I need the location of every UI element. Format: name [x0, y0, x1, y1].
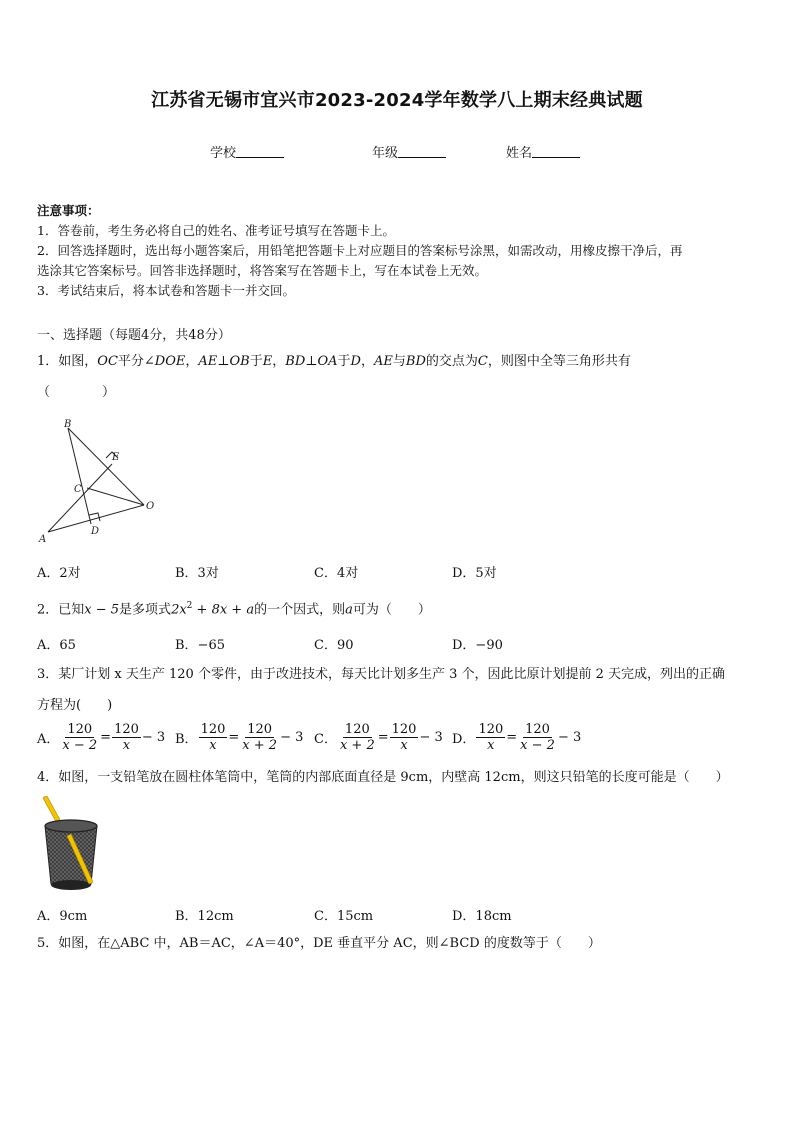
- minus-term: − 3: [419, 730, 443, 745]
- school-field: [210, 142, 284, 161]
- denominator: x: [209, 738, 217, 753]
- label-O: O: [146, 501, 155, 512]
- cup-rim: [45, 820, 97, 832]
- q2-text: 的一个因式，则: [254, 602, 346, 618]
- q1-text: ，: [272, 354, 286, 369]
- fraction: [60, 722, 99, 753]
- label-D: D: [91, 526, 100, 537]
- q1-option-c: C．4对: [314, 566, 359, 581]
- equals-sign: =: [228, 730, 240, 745]
- q2-text: 是多项式: [119, 602, 172, 618]
- notice-item-1: 1．答卷前，考生务必将自己的姓名、准考证号填写在答题卡上。: [37, 223, 395, 238]
- q1-option-a: A．2对: [37, 566, 81, 581]
- equals-sign: =: [377, 730, 389, 745]
- denominator: x − 2: [62, 738, 98, 753]
- notice-item-2: 2．回答选择题时，选出每小题答案后，用铅笔把答题卡上对应题目的答案标号涂黑，如需改动，用橡皮擦干净后，再: [37, 243, 683, 258]
- name-label: 姓名: [506, 146, 533, 161]
- q1-math: BD: [285, 354, 306, 369]
- denominator: x: [487, 738, 495, 753]
- line-BD: [68, 428, 91, 524]
- fraction: [518, 722, 557, 753]
- q1-text: ，: [185, 354, 199, 369]
- question-1-text: [37, 352, 631, 372]
- question-4-text: 4．如图，一支铅笔放在圆柱体笔筒中，笔筒的内部底面直径是 9cm，内壁高 12cm，则这只铅笔的长度可能是（ ）: [37, 770, 729, 785]
- q1-math: D: [350, 354, 361, 369]
- fraction: [390, 722, 419, 753]
- numerator: 120: [525, 722, 550, 737]
- option-label: A．: [37, 732, 60, 747]
- q2-option-d: D．−90: [452, 638, 503, 653]
- label-A: A: [39, 534, 47, 545]
- question-3-line-2: 方程为( ): [37, 698, 113, 713]
- option-label: D．: [452, 732, 476, 747]
- notice-block: [37, 201, 682, 301]
- school-label: 学校: [210, 146, 237, 161]
- q1-answer-paren: （ ）: [37, 385, 116, 400]
- q3-option-a: [37, 722, 165, 753]
- q1-math: OA: [317, 354, 338, 369]
- q2-math: 2x: [171, 602, 187, 618]
- q4-option-d: D．18cm: [452, 909, 512, 924]
- q1-text: 平分: [117, 354, 144, 369]
- q1-math: ⊥: [305, 354, 318, 369]
- page-title: 江苏省无锡市宜兴市2023-2024学年数学八上期末经典试题: [151, 90, 643, 111]
- numerator: 120: [344, 722, 370, 737]
- q3-option-b: [175, 722, 303, 753]
- cup-base: [51, 880, 91, 890]
- denominator: x: [122, 738, 131, 753]
- grade-field: [372, 142, 446, 161]
- fraction: [240, 722, 279, 753]
- q1-text: 的交点为: [425, 354, 478, 369]
- equals-sign: =: [100, 730, 112, 745]
- q2-text: 2．已知: [37, 602, 85, 618]
- equals-sign: =: [506, 730, 518, 745]
- name-blank: [532, 145, 580, 158]
- q1-text: 1．如图，: [37, 354, 98, 369]
- label-B: B: [64, 419, 72, 430]
- notice-header: 注意事项：: [37, 203, 100, 218]
- notice-item-3: 3．考试结束后，将本试卷和答题卡一并交回。: [37, 283, 295, 298]
- numerator: 120: [478, 722, 504, 737]
- name-field: [506, 142, 580, 161]
- option-label: C．: [314, 732, 337, 747]
- q1-text: 与: [392, 354, 406, 369]
- option-label: B．: [175, 732, 198, 747]
- grade-blank: [398, 145, 446, 158]
- question-2-text: [37, 596, 431, 620]
- school-blank: [236, 145, 284, 158]
- q1-text: ，则图中全等三角形共有: [487, 354, 631, 369]
- fraction: [476, 722, 505, 753]
- q1-option-d: D．5对: [452, 566, 497, 581]
- q2-option-a: A．65: [37, 638, 76, 653]
- minus-term: − 3: [141, 730, 166, 745]
- q1-math: ∠DOE: [143, 354, 186, 369]
- numerator: 120: [67, 722, 93, 737]
- label-C: C: [74, 484, 82, 495]
- q4-option-c: C．15cm: [314, 909, 374, 924]
- q2-option-c: C．90: [314, 638, 354, 653]
- section-header: 一、选择题（每题4分，共48分）: [37, 328, 231, 343]
- fraction: [199, 722, 228, 753]
- q1-math: ⊥: [217, 354, 230, 369]
- q1-math: AE: [198, 354, 218, 369]
- q2-option-b: B．−65: [175, 638, 225, 653]
- q3-option-d: [452, 722, 581, 753]
- numerator: 120: [391, 722, 417, 737]
- question-5-text: 5．如图，在△ABC 中，AB＝AC，∠A＝40°，DE 垂直平分 AC，则∠BCD 的度数等于（ ）: [37, 936, 601, 951]
- q1-math: OB: [229, 354, 250, 369]
- numerator: 120: [247, 722, 273, 737]
- pencil-cup-image: [37, 796, 103, 894]
- q2-math: a: [345, 602, 353, 618]
- q2-math: x − 5: [84, 602, 120, 618]
- q1-math: E: [262, 354, 273, 369]
- q2-exponent: 2: [186, 601, 193, 611]
- q1-math: C: [477, 354, 488, 369]
- q1-math: BD: [405, 354, 426, 369]
- line-AE: [48, 464, 112, 532]
- q3-option-c: [314, 722, 443, 753]
- denominator: x − 2: [520, 738, 555, 753]
- minus-term: − 3: [280, 730, 304, 745]
- q1-geometry-figure: [36, 416, 160, 546]
- numerator: 120: [200, 722, 226, 737]
- question-3-line-1: 3．某厂计划 x 天生产 120 个零件，由于改进技术，每天比计划多生产 3 个，因此比原计划提前 2 天完成，列出的正确: [37, 667, 726, 682]
- q1-math: OC: [97, 354, 118, 369]
- q1-math: AE: [374, 354, 393, 369]
- q2-text: 可为（ ）: [352, 602, 431, 618]
- grade-label: 年级: [372, 146, 399, 161]
- q1-text: 于: [337, 354, 351, 369]
- q1-text: ，: [360, 354, 374, 369]
- denominator: x + 2: [242, 738, 278, 753]
- q2-math: + 8x + a: [192, 602, 255, 618]
- q1-text: 于: [249, 354, 263, 369]
- notice-item-2-cont: 选涂其它答案标号。回答非选择题时，将答案写在答题卡上，写在本试卷上无效。: [37, 263, 488, 278]
- denominator: x: [400, 738, 408, 753]
- q4-option-b: B．12cm: [175, 909, 234, 924]
- q4-option-a: A．9cm: [37, 909, 88, 924]
- minus-term: − 3: [557, 730, 582, 745]
- label-E: E: [112, 452, 120, 463]
- denominator: x + 2: [339, 738, 375, 753]
- fraction: [338, 722, 377, 753]
- fraction: [112, 722, 141, 753]
- q1-option-b: B．3对: [175, 566, 219, 581]
- numerator: 120: [114, 722, 139, 737]
